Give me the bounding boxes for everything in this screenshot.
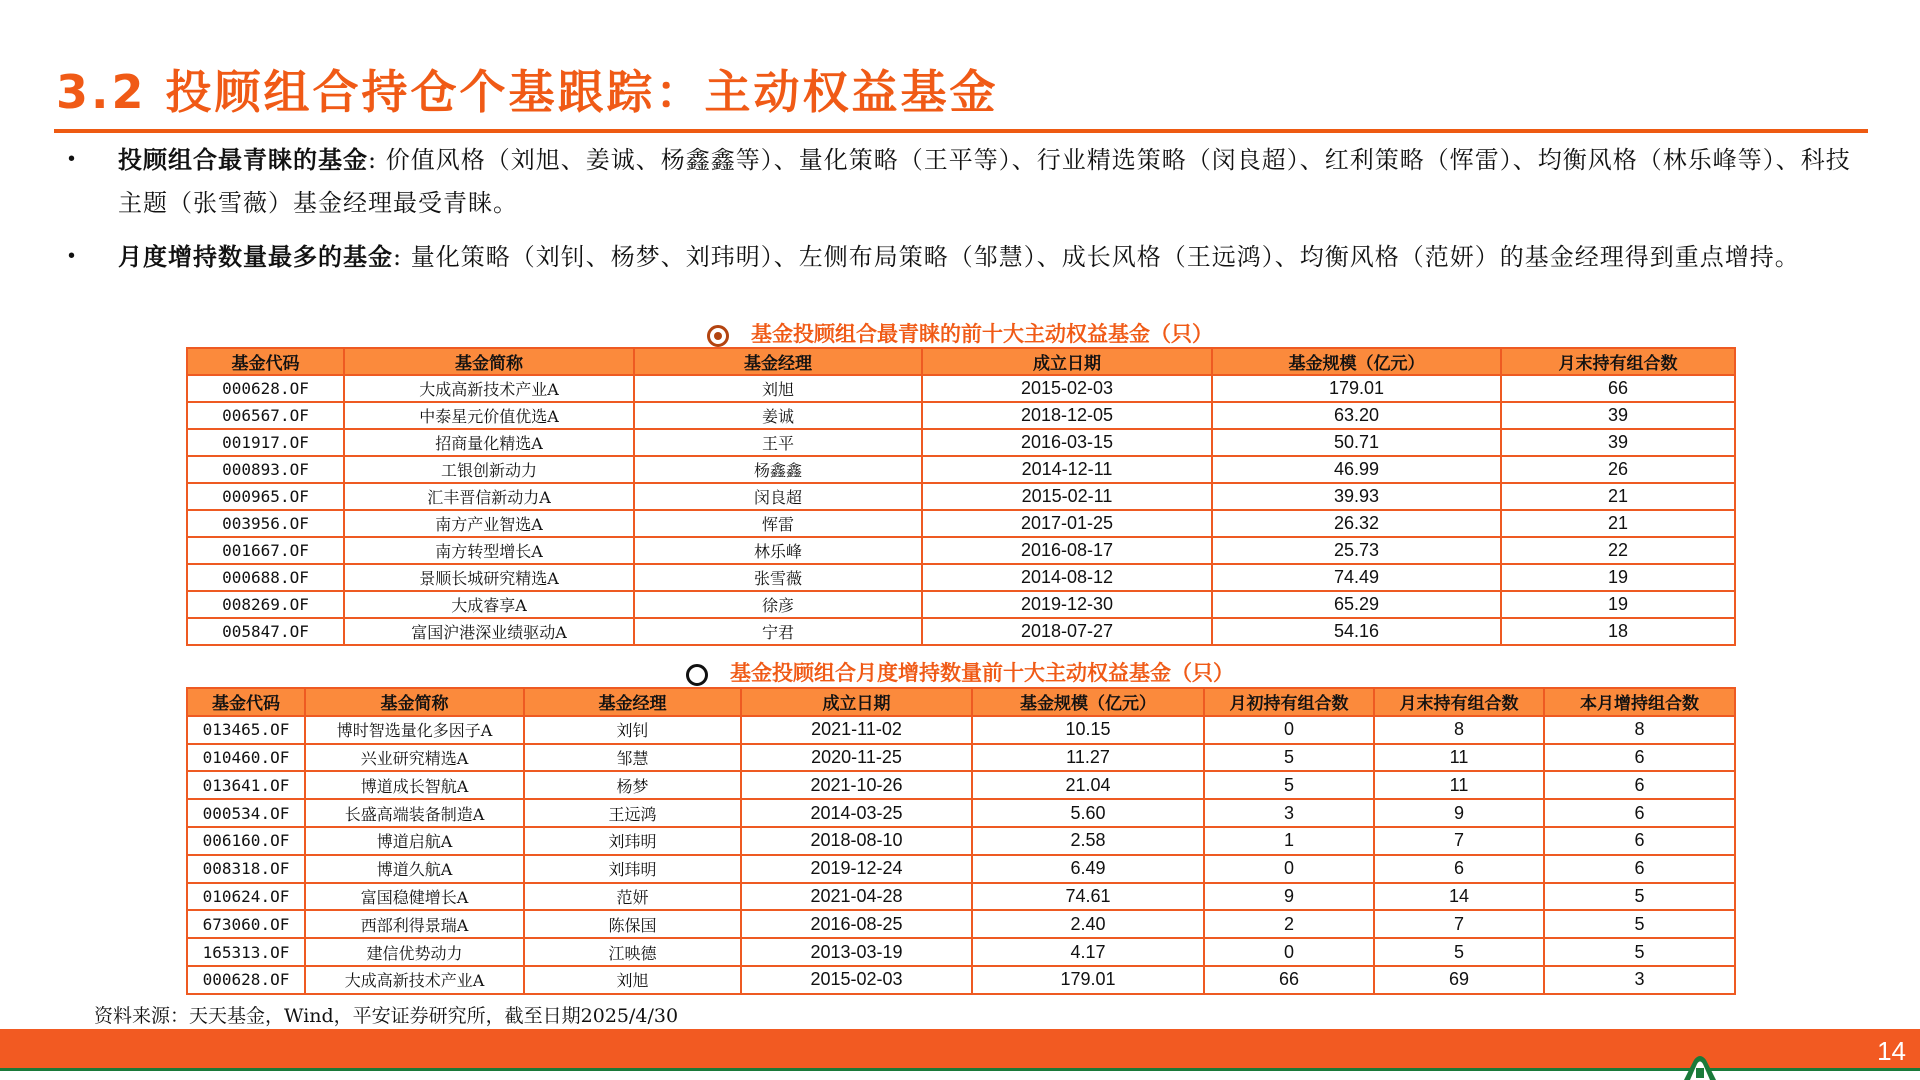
table-cell: 6 bbox=[1374, 855, 1544, 883]
table-cell: 陈保国 bbox=[524, 910, 741, 938]
table-cell: 2 bbox=[1204, 910, 1374, 938]
table-cell: 3 bbox=[1544, 966, 1735, 994]
table-header-row bbox=[187, 688, 1735, 716]
table-cell: 长盛高端装备制造A bbox=[305, 799, 524, 827]
table-cell: 3 bbox=[1204, 799, 1374, 827]
table-cell: 008318.OF bbox=[187, 855, 305, 883]
title-divider bbox=[54, 129, 1868, 133]
table-cell: 5.60 bbox=[972, 799, 1204, 827]
table-cell: 2.40 bbox=[972, 910, 1204, 938]
table-cell: 大成高新技术产业A bbox=[305, 966, 524, 994]
table-cell: 2021-10-26 bbox=[741, 771, 972, 799]
table-cell: 2015-02-03 bbox=[922, 375, 1212, 402]
table-cell: 013465.OF bbox=[187, 716, 305, 744]
table-cell: 大成高新技术产业A bbox=[344, 375, 634, 402]
table-cell: 刘旭 bbox=[634, 375, 922, 402]
table-cell: 74.49 bbox=[1212, 564, 1501, 591]
table-cell: 汇丰晋信新动力A bbox=[344, 483, 634, 510]
summary-bullets bbox=[68, 138, 1868, 289]
table-cell: 西部利得景瑞A bbox=[305, 910, 524, 938]
table-cell: 富国稳健增长A bbox=[305, 883, 524, 911]
table-cell: 5 bbox=[1544, 910, 1735, 938]
page-number: 14 bbox=[1877, 1036, 1906, 1066]
table-cell: 张雪薇 bbox=[634, 564, 922, 591]
table-cell: 22 bbox=[1501, 537, 1735, 564]
table-cell: 8 bbox=[1374, 716, 1544, 744]
page-title: 3.2 投顾组合持仓个基跟踪：主动权益基金 bbox=[56, 65, 999, 119]
table-cell: 博道久航A bbox=[305, 855, 524, 883]
table-cell: 5 bbox=[1544, 938, 1735, 966]
table-cell: 景顺长城研究精选A bbox=[344, 564, 634, 591]
table-cell: 63.20 bbox=[1212, 402, 1501, 429]
table-cell: 6.49 bbox=[972, 855, 1204, 883]
table-cell: 010460.OF bbox=[187, 744, 305, 772]
table-cell: 9 bbox=[1374, 799, 1544, 827]
table-cell: 闵良超 bbox=[634, 483, 922, 510]
table-cell: 邹慧 bbox=[524, 744, 741, 772]
table-cell: 005847.OF bbox=[187, 618, 344, 645]
table-row bbox=[187, 591, 1735, 618]
table-cell: 招商量化精选A bbox=[344, 429, 634, 456]
table-cell: 21.04 bbox=[972, 771, 1204, 799]
table-row bbox=[187, 938, 1735, 966]
column-header: 基金规模（亿元） bbox=[972, 688, 1204, 716]
table-cell: 2016-08-25 bbox=[741, 910, 972, 938]
table-cell: 673060.OF bbox=[187, 910, 305, 938]
favorite-funds-table bbox=[186, 347, 1736, 646]
table-cell: 5 bbox=[1374, 938, 1544, 966]
bullet-favorite-funds bbox=[68, 138, 1868, 225]
table-cell: 000893.OF bbox=[187, 456, 344, 483]
bullet-lead: 月度增持数量最多的基金 bbox=[118, 242, 393, 271]
table-cell: 66 bbox=[1501, 375, 1735, 402]
bullet-dot-icon: • bbox=[68, 148, 77, 170]
table-cell: 26.32 bbox=[1212, 510, 1501, 537]
table-cell: 2.58 bbox=[972, 827, 1204, 855]
table-cell: 14 bbox=[1374, 883, 1544, 911]
table-row bbox=[187, 883, 1735, 911]
table-cell: 21 bbox=[1501, 510, 1735, 537]
table-cell: 000628.OF bbox=[187, 966, 305, 994]
table-cell: 19 bbox=[1501, 591, 1735, 618]
radio-selected-icon bbox=[707, 325, 729, 347]
table-cell: 南方产业智选A bbox=[344, 510, 634, 537]
column-header: 基金代码 bbox=[187, 688, 305, 716]
table-cell: 74.61 bbox=[972, 883, 1204, 911]
column-header: 成立日期 bbox=[741, 688, 972, 716]
table-cell: 39.93 bbox=[1212, 483, 1501, 510]
column-header: 基金简称 bbox=[344, 348, 634, 375]
column-header: 月初持有组合数 bbox=[1204, 688, 1374, 716]
table-cell: 6 bbox=[1544, 771, 1735, 799]
table-cell: 2019-12-30 bbox=[922, 591, 1212, 618]
table-cell: 2018-12-05 bbox=[922, 402, 1212, 429]
table-cell: 2019-12-24 bbox=[741, 855, 972, 883]
increased-holdings-table bbox=[186, 687, 1736, 995]
bullet-text: : 价值风格（刘旭、姜诚、杨鑫鑫等）、量化策略（王平等）、行业精选策略（闵良超）、红利策略（恽雷）、均衡风格（林乐峰等）、科技主题（张雪薇）基金经理最受青睐。 bbox=[118, 146, 1851, 217]
table-cell: 18 bbox=[1501, 618, 1735, 645]
bullet-increased-funds bbox=[68, 235, 1868, 279]
table-cell: 2017-01-25 bbox=[922, 510, 1212, 537]
table-cell: 2014-03-25 bbox=[741, 799, 972, 827]
table-cell: 0 bbox=[1204, 716, 1374, 744]
table-cell: 11 bbox=[1374, 744, 1544, 772]
table-cell: 2018-08-10 bbox=[741, 827, 972, 855]
table-cell: 2014-08-12 bbox=[922, 564, 1212, 591]
table-cell: 4.17 bbox=[972, 938, 1204, 966]
table-cell: 2020-11-25 bbox=[741, 744, 972, 772]
table-row bbox=[187, 966, 1735, 994]
table-cell: 25.73 bbox=[1212, 537, 1501, 564]
table-cell: 杨鑫鑫 bbox=[634, 456, 922, 483]
table-row bbox=[187, 716, 1735, 744]
table-cell: 2016-03-15 bbox=[922, 429, 1212, 456]
table-cell: 工银创新动力 bbox=[344, 456, 634, 483]
table-cell: 杨梦 bbox=[524, 771, 741, 799]
table-row bbox=[187, 618, 1735, 645]
table1-caption-text: 基金投顾组合最青睐的前十大主动权益基金（只） bbox=[751, 321, 1213, 346]
table-cell: 博时智选量化多因子A bbox=[305, 716, 524, 744]
table-cell: 66 bbox=[1204, 966, 1374, 994]
company-logo-icon bbox=[1680, 1048, 1720, 1080]
bullet-lead: 投顾组合最青睐的基金 bbox=[118, 145, 368, 174]
bullet-text: : 量化策略（刘钊、杨梦、刘玮明）、左侧布局策略（邹慧）、成长风格（王远鸿）、均衡风格（范妍）的基金经理得到重点增持。 bbox=[393, 243, 1800, 271]
table-cell: 11.27 bbox=[972, 744, 1204, 772]
table-cell: 2021-11-02 bbox=[741, 716, 972, 744]
table-row bbox=[187, 537, 1735, 564]
table-cell: 姜诚 bbox=[634, 402, 922, 429]
table-cell: 008269.OF bbox=[187, 591, 344, 618]
radio-unselected-icon bbox=[686, 664, 708, 686]
table-cell: 2015-02-03 bbox=[741, 966, 972, 994]
table-cell: 宁君 bbox=[634, 618, 922, 645]
table-cell: 刘玮明 bbox=[524, 827, 741, 855]
column-header: 基金经理 bbox=[524, 688, 741, 716]
table-cell: 7 bbox=[1374, 827, 1544, 855]
table-cell: 恽雷 bbox=[634, 510, 922, 537]
table-cell: 博道启航A bbox=[305, 827, 524, 855]
table-cell: 6 bbox=[1544, 744, 1735, 772]
column-header: 本月增持组合数 bbox=[1544, 688, 1735, 716]
table-cell: 165313.OF bbox=[187, 938, 305, 966]
table-cell: 5 bbox=[1544, 883, 1735, 911]
table-cell: 0 bbox=[1204, 938, 1374, 966]
table-row bbox=[187, 771, 1735, 799]
table-cell: 19 bbox=[1501, 564, 1735, 591]
table-row bbox=[187, 799, 1735, 827]
table-cell: 26 bbox=[1501, 456, 1735, 483]
table-cell: 010624.OF bbox=[187, 883, 305, 911]
table-cell: 王远鸿 bbox=[524, 799, 741, 827]
table-cell: 9 bbox=[1204, 883, 1374, 911]
table-cell: 65.29 bbox=[1212, 591, 1501, 618]
table-cell: 2021-04-28 bbox=[741, 883, 972, 911]
table-cell: 000688.OF bbox=[187, 564, 344, 591]
table-cell: 54.16 bbox=[1212, 618, 1501, 645]
table-row bbox=[187, 910, 1735, 938]
column-header: 基金经理 bbox=[634, 348, 922, 375]
table-header-row bbox=[187, 348, 1735, 375]
table-cell: 0 bbox=[1204, 855, 1374, 883]
table-cell: 范妍 bbox=[524, 883, 741, 911]
table-cell: 69 bbox=[1374, 966, 1544, 994]
table-cell: 2014-12-11 bbox=[922, 456, 1212, 483]
table-row bbox=[187, 855, 1735, 883]
table-row bbox=[187, 483, 1735, 510]
table-cell: 林乐峰 bbox=[634, 537, 922, 564]
table-cell: 刘旭 bbox=[524, 966, 741, 994]
table-cell: 大成睿享A bbox=[344, 591, 634, 618]
table-cell: 南方转型增长A bbox=[344, 537, 634, 564]
table-cell: 39 bbox=[1501, 402, 1735, 429]
table-row bbox=[187, 456, 1735, 483]
table-cell: 博道成长智航A bbox=[305, 771, 524, 799]
column-header: 成立日期 bbox=[922, 348, 1212, 375]
table2-caption bbox=[0, 657, 1920, 687]
table-cell: 006567.OF bbox=[187, 402, 344, 429]
bullet-dot-icon: • bbox=[68, 245, 77, 267]
table-cell: 000965.OF bbox=[187, 483, 344, 510]
table-cell: 013641.OF bbox=[187, 771, 305, 799]
table-cell: 50.71 bbox=[1212, 429, 1501, 456]
column-header: 月末持有组合数 bbox=[1374, 688, 1544, 716]
table-cell: 2015-02-11 bbox=[922, 483, 1212, 510]
table-row bbox=[187, 510, 1735, 537]
column-header: 月末持有组合数 bbox=[1501, 348, 1735, 375]
table-cell: 001917.OF bbox=[187, 429, 344, 456]
source-note: 资料来源：天天基金，Wind，平安证券研究所，截至日期2025/4/30 bbox=[94, 1005, 679, 1027]
table-cell: 21 bbox=[1501, 483, 1735, 510]
table-row bbox=[187, 827, 1735, 855]
table-cell: 兴业研究精选A bbox=[305, 744, 524, 772]
table2-caption-text: 基金投顾组合月度增持数量前十大主动权益基金（只） bbox=[730, 660, 1234, 685]
table-cell: 王平 bbox=[634, 429, 922, 456]
table-cell: 179.01 bbox=[1212, 375, 1501, 402]
table-cell: 刘钊 bbox=[524, 716, 741, 744]
table-row bbox=[187, 402, 1735, 429]
table-cell: 7 bbox=[1374, 910, 1544, 938]
table-cell: 11 bbox=[1374, 771, 1544, 799]
table-cell: 000534.OF bbox=[187, 799, 305, 827]
table-cell: 179.01 bbox=[972, 966, 1204, 994]
table-cell: 39 bbox=[1501, 429, 1735, 456]
table-cell: 10.15 bbox=[972, 716, 1204, 744]
table-cell: 刘玮明 bbox=[524, 855, 741, 883]
column-header: 基金规模（亿元） bbox=[1212, 348, 1501, 375]
table-cell: 2018-07-27 bbox=[922, 618, 1212, 645]
footer-green-line bbox=[0, 1068, 1920, 1080]
table-row bbox=[187, 375, 1735, 402]
table-cell: 徐彦 bbox=[634, 591, 922, 618]
table-row bbox=[187, 744, 1735, 772]
table1-caption bbox=[0, 318, 1920, 348]
table-cell: 2013-03-19 bbox=[741, 938, 972, 966]
table-cell: 2016-08-17 bbox=[922, 537, 1212, 564]
table-cell: 000628.OF bbox=[187, 375, 344, 402]
table-cell: 6 bbox=[1544, 827, 1735, 855]
table-cell: 富国沪港深业绩驱动A bbox=[344, 618, 634, 645]
table-cell: 006160.OF bbox=[187, 827, 305, 855]
table-cell: 001667.OF bbox=[187, 537, 344, 564]
table-row bbox=[187, 564, 1735, 591]
table-cell: 6 bbox=[1544, 855, 1735, 883]
table-cell: 江映德 bbox=[524, 938, 741, 966]
table-cell: 003956.OF bbox=[187, 510, 344, 537]
table-cell: 建信优势动力 bbox=[305, 938, 524, 966]
table-cell: 1 bbox=[1204, 827, 1374, 855]
table-cell: 5 bbox=[1204, 744, 1374, 772]
column-header: 基金代码 bbox=[187, 348, 344, 375]
table-row bbox=[187, 429, 1735, 456]
column-header: 基金简称 bbox=[305, 688, 524, 716]
table-cell: 5 bbox=[1204, 771, 1374, 799]
footer-band bbox=[0, 1029, 1920, 1069]
table-cell: 6 bbox=[1544, 799, 1735, 827]
table-cell: 8 bbox=[1544, 716, 1735, 744]
table-cell: 中泰星元价值优选A bbox=[344, 402, 634, 429]
table-cell: 46.99 bbox=[1212, 456, 1501, 483]
